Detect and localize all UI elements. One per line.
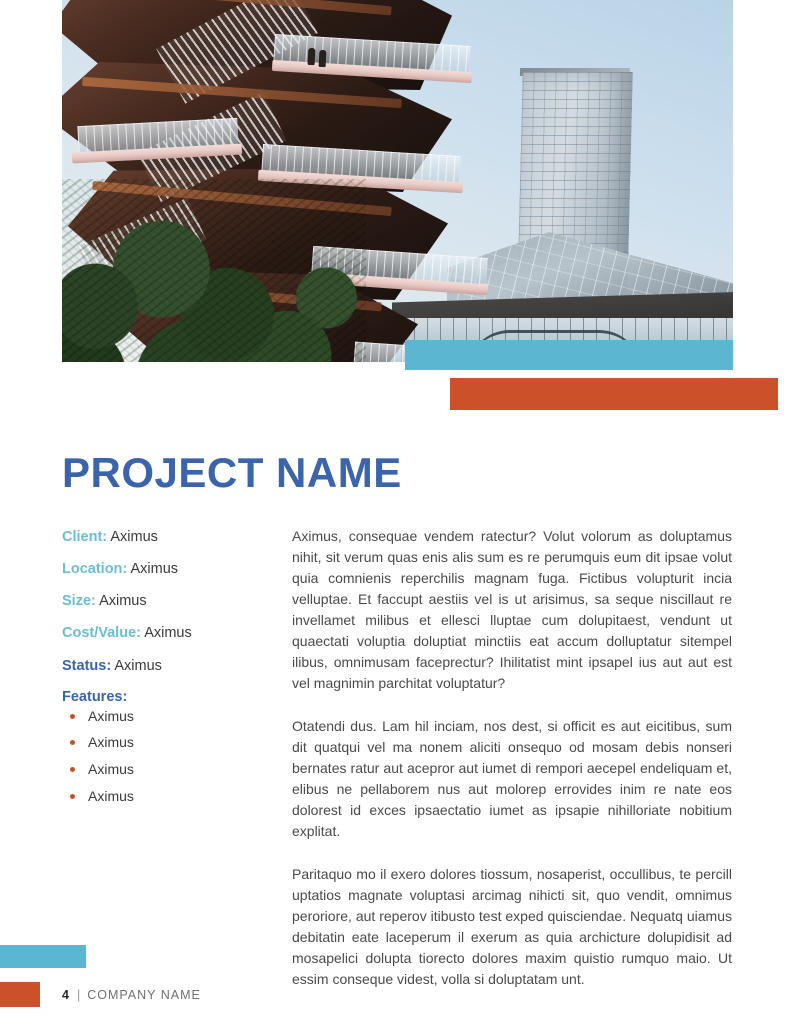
footer xyxy=(62,988,201,1002)
detail-row-status xyxy=(62,657,262,675)
list-item: Aximus xyxy=(62,788,262,805)
features-list xyxy=(62,708,262,805)
list-item: Aximus xyxy=(62,708,262,725)
detail-value-client: Aximus xyxy=(110,529,158,545)
list-item: Aximus xyxy=(62,761,262,778)
body-paragraph-3: Paritaquo mo il exero dolores tiossum, nosaperist, occullibus, te percill uptatios magnate voluptasi arcimag nihicti sit, quo vendit, omnimus peroriore, aut reperov itibusto test exped quisciendae. Nequatq uiamus debitatin eate laceperum il exerum as quia archicture dolupidisit ad mosapelici dolupta tiorecto dolores maxim quistio rumquo maio. Ut essim conseque videst, volla si doluptatam unt. xyxy=(292,866,732,987)
footer-orange-bar xyxy=(0,982,40,1007)
tree-foliage-texture xyxy=(62,179,366,362)
detail-value-cost-value: Aximus xyxy=(144,625,192,642)
company-name: COMPANY NAME xyxy=(87,988,201,1002)
detail-label-client: Client: xyxy=(62,529,108,545)
detail-label-cost-value: Cost/Value: xyxy=(62,625,141,642)
hero-photo xyxy=(62,0,733,362)
detail-row-location xyxy=(62,560,262,578)
hero-image xyxy=(62,0,733,362)
page-number: 4 xyxy=(62,988,70,1002)
detail-value-size: Aximus xyxy=(99,593,147,610)
detail-value-status: Aximus xyxy=(114,657,162,674)
teal-accent-bar xyxy=(405,340,733,370)
detail-row-size xyxy=(62,592,262,610)
person-figure xyxy=(319,50,327,67)
detail-row-cost-value xyxy=(62,624,262,642)
list-item: Aximus xyxy=(62,734,262,751)
footer-teal-bar xyxy=(0,945,86,968)
body-paragraph-1: Aximus, consequae vendem ratectur? Volut volorum as doluptamus nihit, sit verum quas enis alis sum es re perumquis eum dit ipsae volut quia comnienis reperchilis magnam fuga. Fictibus volupturit incia velluptae. Et faccupt aestiis vel is ut arisimus, sa seque niscillaut re invellamet milibus et ellesci lluptae cum dolupitaest, vendunt ut quaectati voluptia doluptiat minctiis eat accum dolluptatur sitempel ilibus, omnimusam faceprectur? Ihilitatist mint ipsapel ius aut aut est vel magnimin parchitat voluptatur? xyxy=(292,528,732,691)
detail-label-status: Status: xyxy=(62,657,112,674)
person-figure xyxy=(308,48,316,65)
orange-accent-bar xyxy=(450,378,778,410)
features-heading: Features: xyxy=(62,688,128,705)
body-text-column xyxy=(292,526,732,990)
project-details xyxy=(62,528,262,815)
footer-separator: | xyxy=(76,988,82,1002)
body-paragraph-2: Otatendi dus. Lam hil inciam, nos dest, si officit es aut eicitibus, sum dit quatqui vel ma nonem aliciti onsequo od mosam debis nonseri bernates ratur aut acepror aut iumet di rempori aecepel endeliquam et, elibus ne pellaborem nus aut molorep errovides inim re nate eos dolorest id exces ipsaectatio iumet as ipsapie nihilloriate nobitium explitat. xyxy=(292,718,732,839)
detail-label-size: Size: xyxy=(62,593,96,610)
detail-label-location: Location: xyxy=(62,561,128,578)
detail-value-location: Aximus xyxy=(130,561,179,578)
detail-row-client xyxy=(62,528,262,546)
page-title: PROJECT NAME xyxy=(62,449,402,497)
